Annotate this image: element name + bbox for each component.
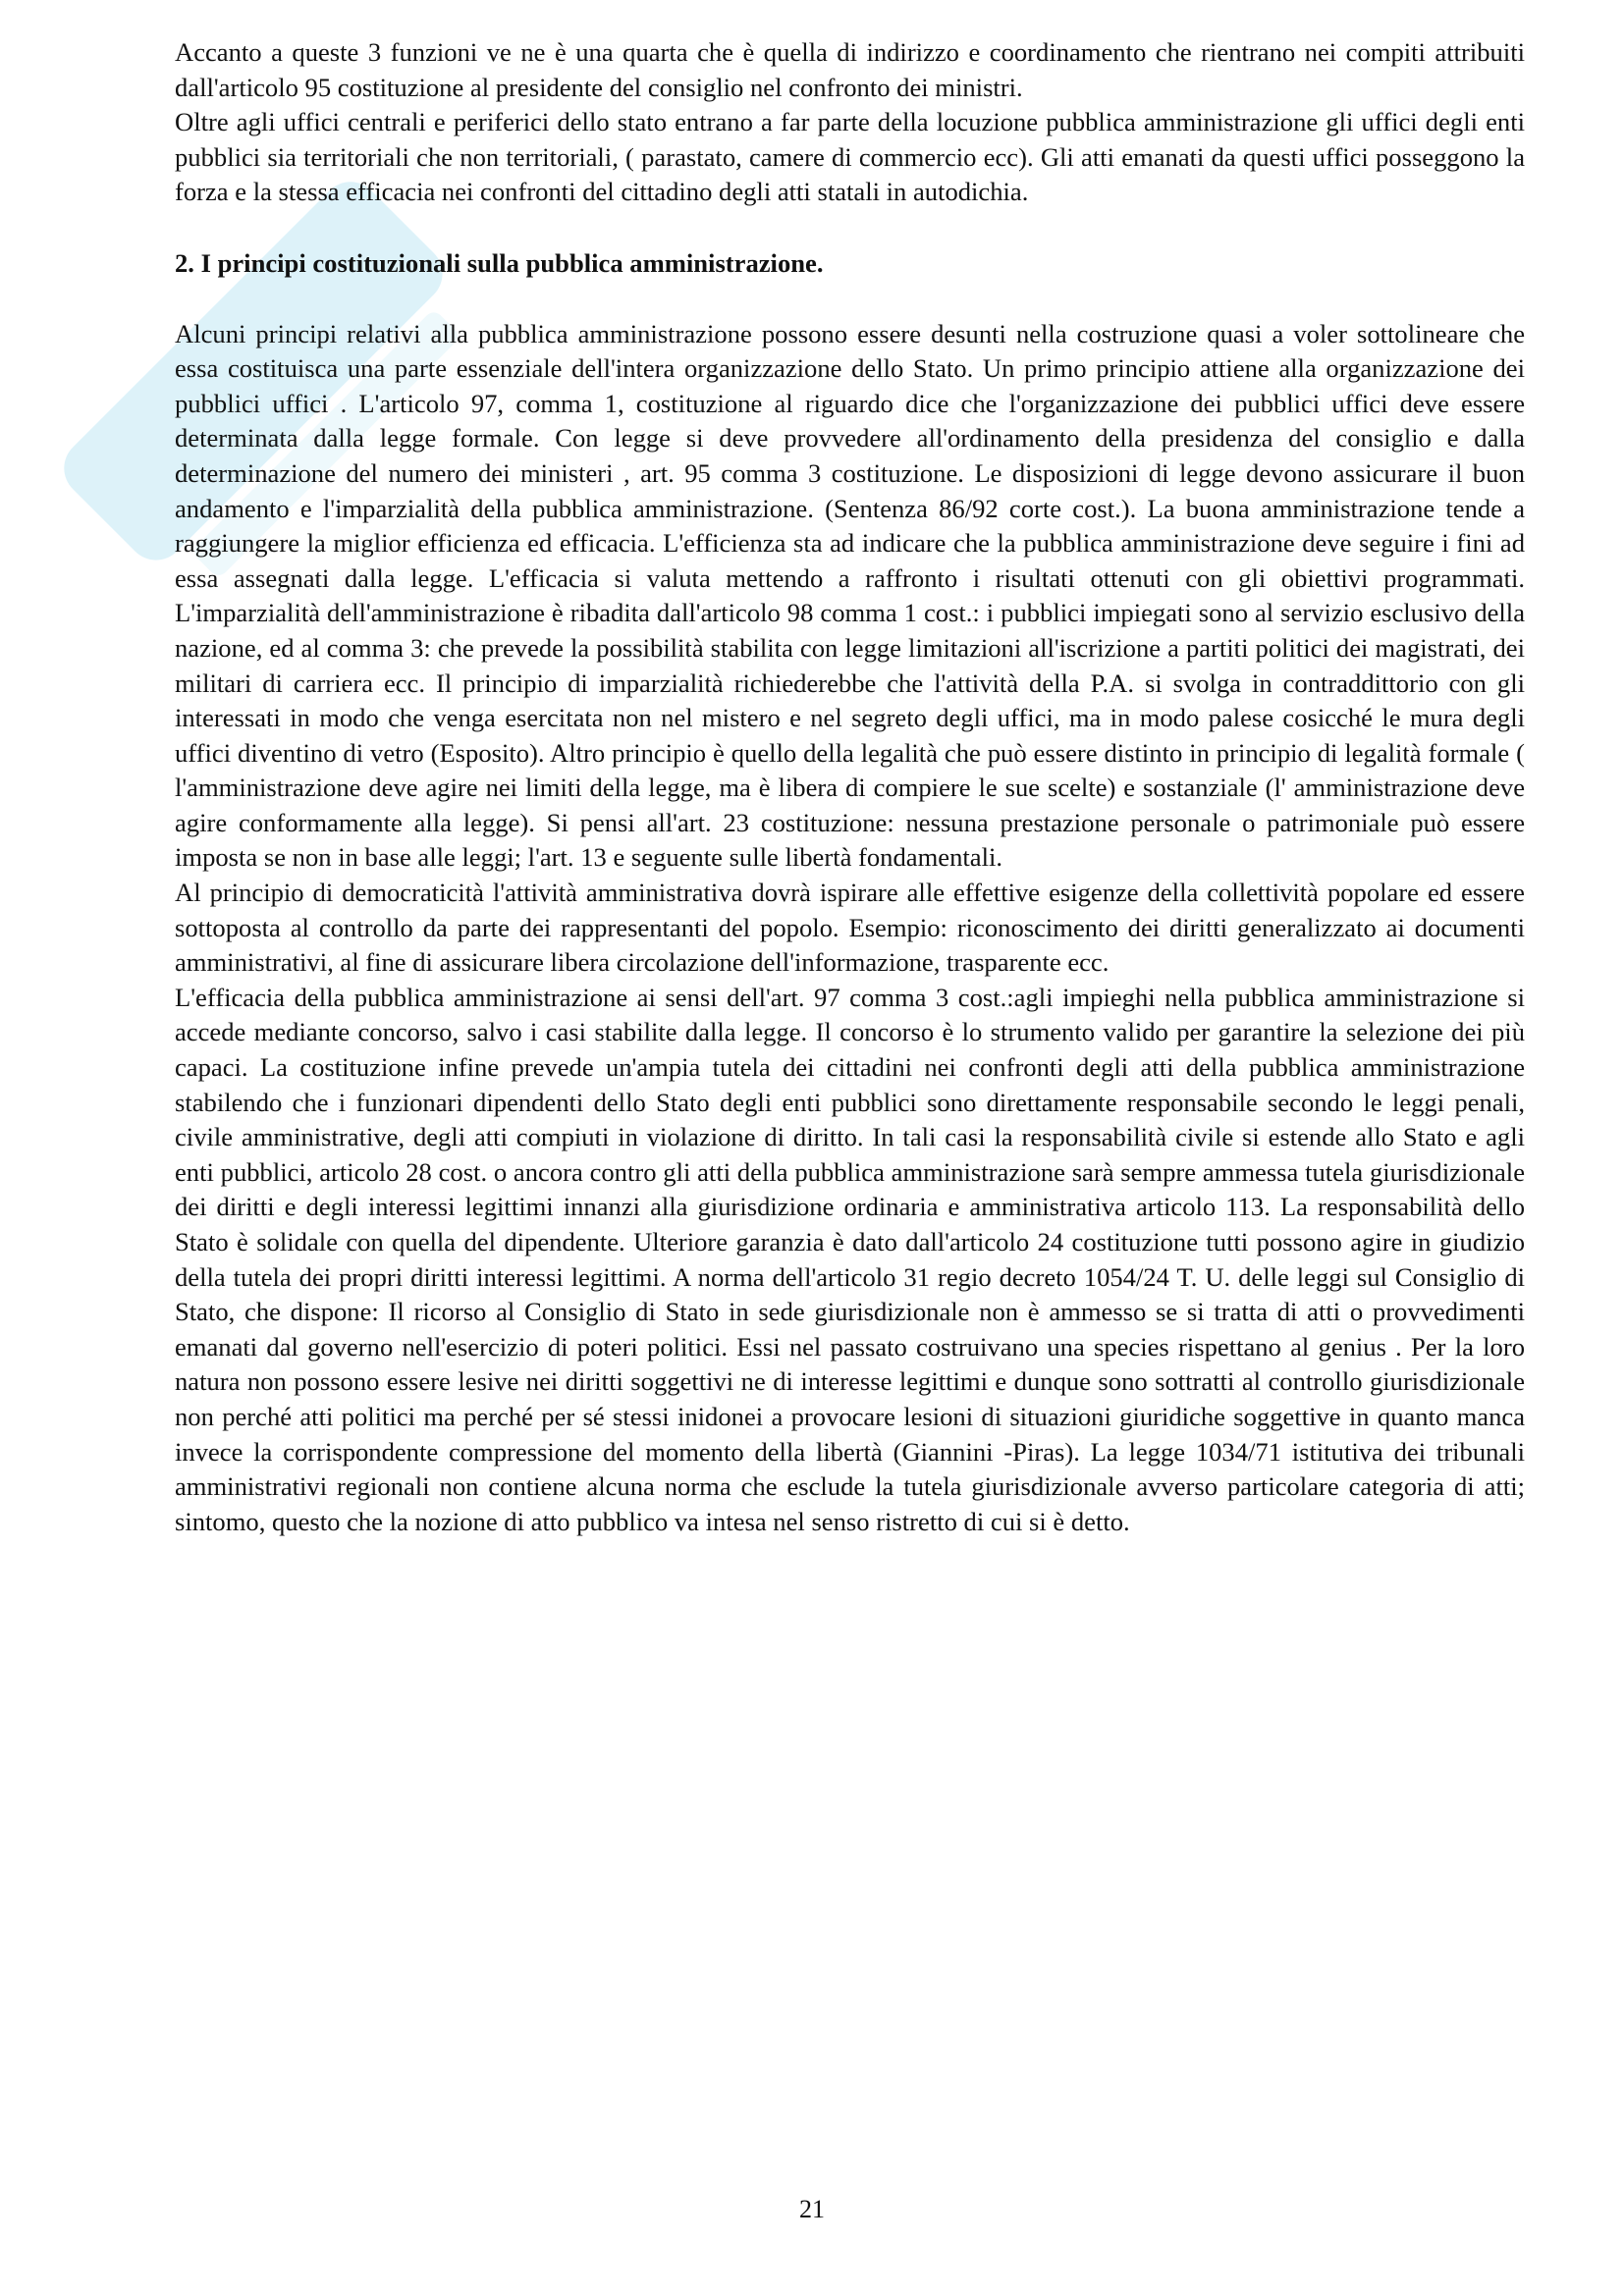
paragraph-4: Al principio di democraticità l'attività amministrativa dovrà ispirare alle effettive esigenze della collettività popolare ed essere sottoposta al controllo da parte dei rappresentanti del popolo. Esempio: riconoscimento dei diritti generalizzato ai documenti amministrativi, al fine di assicurare libera circolazione dell'informazione, trasparente ecc.	[175, 878, 1525, 978]
paragraph-1: Accanto a queste 3 funzioni ve ne è una quarta che è quella di indirizzo e coordinamento che rientrano nei compiti attribuiti dall'articolo 95 costituzione al presidente del consiglio nel confronto dei ministri.	[175, 37, 1525, 102]
page-number: 21	[799, 2195, 825, 2223]
paragraph-3: Alcuni principi relativi alla pubblica amministrazione possono essere desunti nella costruzione quasi a voler sottolineare che essa costituisca una parte essenziale dell'intera organizzazione dello Stato. Un primo principio attiene alla organizzazione dei pubblici uffici . L'articolo 97, comma 1, costituzione al riguardo dice che l'organizzazione dei pubblici uffici deve essere determinata dalla legge formale. Con legge si deve provvedere all'ordinamento della presidenza del consiglio e dalla determinazione del numero dei ministeri , art. 95 comma 3 costituzione. Le disposizioni di legge devono assicurare il buon andamento e l'imparzialità della pubblica amministrazione. (Sentenza 86/92 corte cost.). La buona amministrazione tende a raggiungere la miglior efficienza ed efficacia. L'efficienza sta ad indicare che la pubblica amministrazione deve seguire i fini ad essa assegnati dalla legge. L'efficacia si valuta mettendo a raffronto i risultati ottenuti con gli obiettivi programmati. L'imparzialità dell'amministrazione è ribadita dall'articolo 98 comma 1 cost.: i pubblici impiegati sono al servizio esclusivo della nazione, ed al comma 3: che prevede la possibilità stabilita con legge limitazioni all'iscrizione a partiti politici dei magistrati, dei militari di carriera ecc. Il principio di imparzialità richiederebbe che l'attività della P.A. si svolga in contraddittorio con gli interessati in modo che venga esercitata non nel mistero e nel segreto degli uffici, ma in modo palese cosicché le mura degli uffici diventino di vetro (Esposito). Altro principio è quello della legalità che può essere distinto in principio di legalità formale ( l'amministrazione deve agire nei limiti della legge, ma è libera di compiere le sue scelte) e sostanziale (l' amministrazione deve agire conformamente alla legge). Si pensi all'art. 23 costituzione: nessuna prestazione personale o patrimoniale può essere imposta se non in base alle leggi; l'art. 13 e seguente sulle libertà fondamentali.	[175, 318, 1525, 873]
paragraph-2: Oltre agli uffici centrali e periferici dello stato entrano a far parte della locuzione pubblica amministrazione gli uffici degli enti pubblici sia territoriali che non territoriali, ( parastato, camere di commercio ecc). Gli atti emanati da questi uffici posseggono la forza e la stessa efficacia nei confronti del cittadino degli atti statali in autodichia.	[175, 107, 1525, 207]
paragraph-5: L'efficacia della pubblica amministrazione ai sensi dell'art. 97 comma 3 cost.:agli impieghi nella pubblica amministrazione si accede mediante concorso, salvo i casi stabilite dalla legge. Il concorso è lo strumento valido per garantire la selezione dei più capaci. La costituzione infine prevede un'ampia tutela dei cittadini nei confronti degli atti della pubblica amministrazione stabilendo che i funzionari dipendenti dello Stato degli enti pubblici sono direttamente responsabile secondo le leggi penali, civile amministrative, degli atti compiuti in violazione di diritto. In tali casi la responsabilità civile si estende allo Stato e agli enti pubblici, articolo 28 cost. o ancora contro gli atti della pubblica amministrazione sarà sempre ammessa tutela giurisdizionale dei diritti e degli interessi legittimi innanzi alla giurisdizione ordinaria e amministrativa articolo 113. La responsabilità dello Stato è solidale con quella del dipendente. Ulteriore garanzia è dato dall'articolo 24 costituzione tutti possono agire in giudizio della tutela dei propri diritti interessi legittimi. A norma dell'articolo 31 regio decreto 1054/24 T. U. delle leggi sul Consiglio di Stato, che dispone: Il ricorso al Consiglio di Stato in sede giurisdizionale non è ammesso se si tratta di atti o provvedimenti emanati dal governo nell'esercizio di poteri politici. Essi nel passato costruivano una species rispettano al genius . Per la loro natura non possono essere lesive nei diritti soggettivi ne di interesse legittimi e dunque sono sottratti al controllo giurisdizionale non perché atti politici ma perché per sé stessi inidonei a provocare lesioni di situazioni giuridiche soggettive in quanto manca invece la corrispondente compressione del momento della libertà (Giannini -Piras). La legge 1034/71 istitutiva dei tribunali amministrativi regionali non contiene alcuna norma che esclude la tutela giurisdizionale avverso particolare categoria di atti; sintomo, questo che la nozione di atto pubblico va intesa nel senso ristretto di cui si è detto.	[175, 982, 1525, 1536]
section-heading: 2. I principi costituzionali sulla pubblica amministrazione.	[175, 247, 824, 278]
document-page	[175, 35, 1525, 1539]
